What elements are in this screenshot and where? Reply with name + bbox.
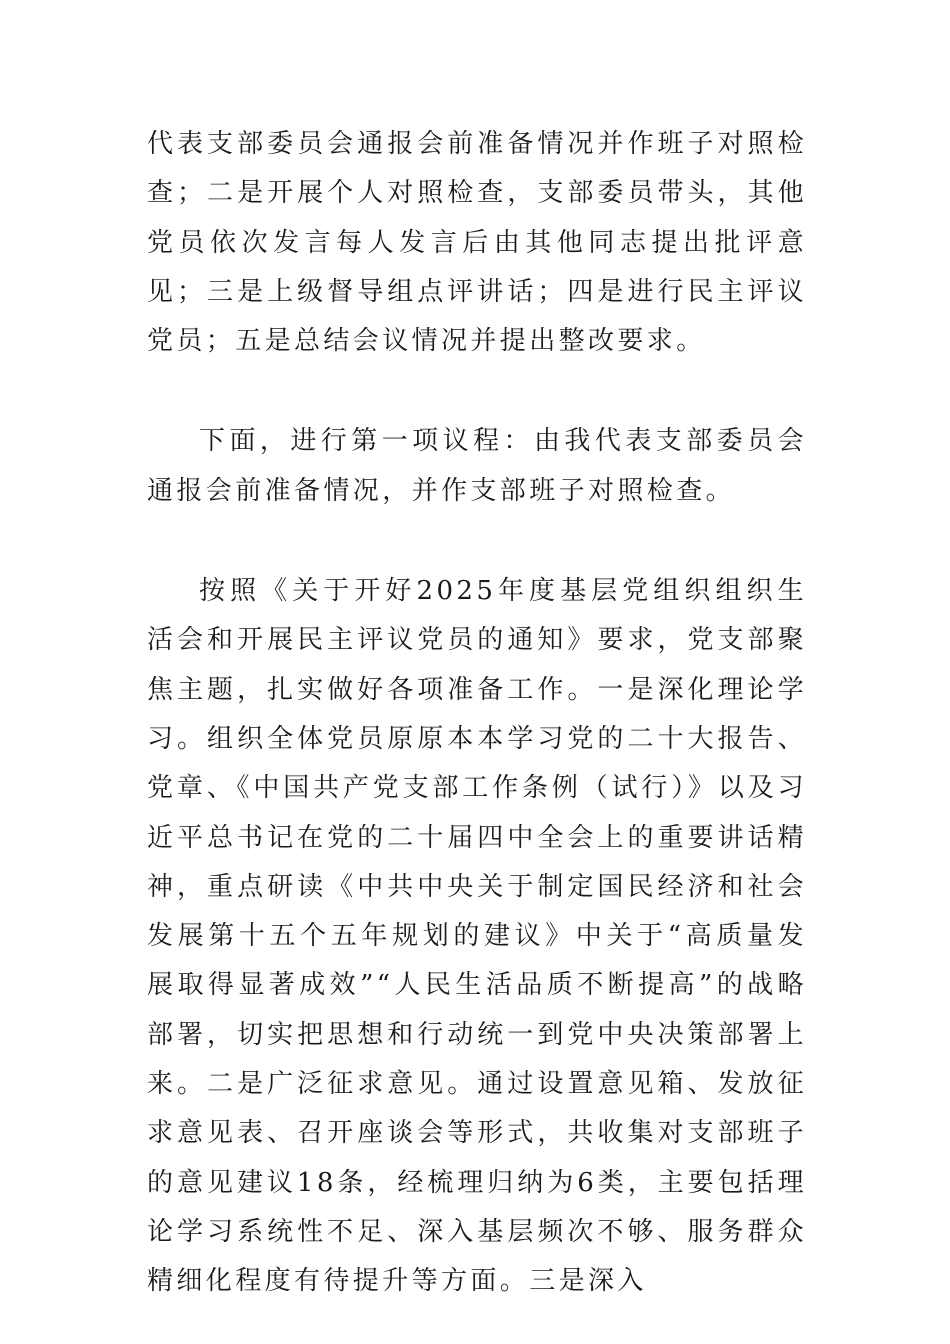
paragraph-spacer (147, 516, 807, 567)
document-body (147, 120, 807, 1307)
paragraph-agenda-continuation: 代表支部委员会通报会前准备情况并作班子对照检查；二是开展个人对照检查，支部委员带头，其他党员依次发言每人发言后由其他同志提出批评意见；三是上级督导组点评讲话；四是进行民主评议党员；五是总结会议情况并提出整改要求。 (147, 129, 807, 357)
paragraph-spacer (147, 366, 807, 417)
paragraph-first-agenda-item: 下面，进行第一项议程：由我代表支部委员会通报会前准备情况，并作支部班子对照检查。 (147, 426, 807, 506)
paragraph-preparation-report: 按照《关于开好2025年度基层党组织组织生活会和开展民主评议党员的通知》要求，党支部聚焦主题，扎实做好各项准备工作。一是深化理论学习。组织全体党员原原本本学习党的二十大报告、党章、《中国共产党支部工作条例（试行）》以及习近平总书记在党的二十届四中全会上的重要讲话精神，重点研读《中共中央关于制定国民经济和社会发展第十五个五年规划的建议》中关于“高质量发展取得显著成效”“人民生活品质不断提高”的战略部署，切实把思想和行动统一到党中央决策部署上来。二是广泛征求意见。通过设置意见箱、发放征求意见表、召开座谈会等形式，共收集对支部班子的意见建议18条，经梳理归纳为6类，主要包括理论学习系统性不足、深入基层频次不够、服务群众精细化程度有待提升等方面。三是深入 (147, 576, 807, 1297)
